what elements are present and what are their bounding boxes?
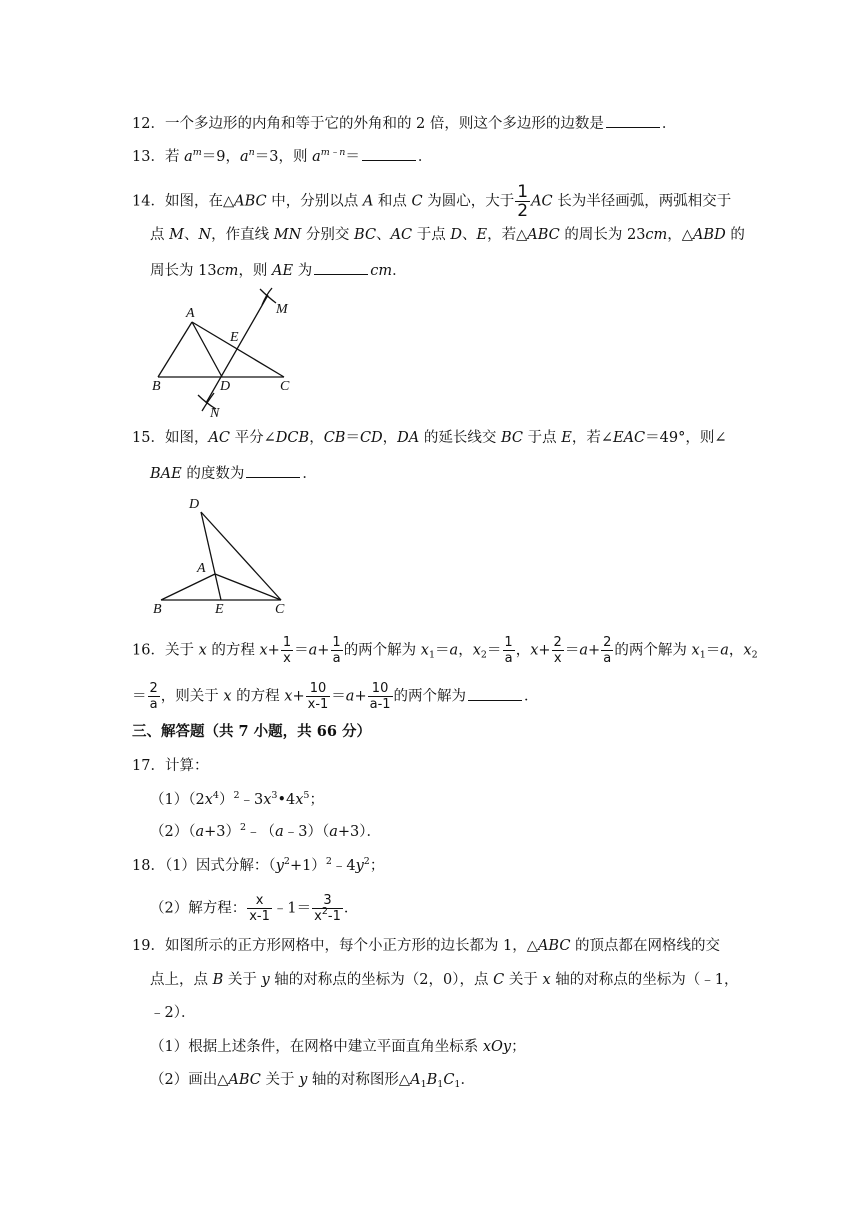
question-number: 16．: [132, 642, 165, 659]
fraction-one-half: $\frac{1}{2}$: [517, 182, 529, 221]
label-b: B: [152, 379, 161, 394]
question-18-part-2: （2）解方程： $\frac{x}{x-1}$ ﹣1＝ $\frac{3}{x^2-1}$ ．: [150, 893, 359, 924]
label-c: C: [275, 602, 285, 617]
segment-ba: [161, 574, 215, 600]
label-n: N: [210, 406, 220, 420]
answer-blank[interactable]: [362, 146, 416, 161]
answer-blank[interactable]: [468, 686, 522, 701]
question-19-line-1: 19．如图所示的正方形网格中，每个小正方形的边长都为 1，△ABC 的顶点都在网格线的交: [132, 938, 721, 954]
question-14-line-1: 14．如图，在△ABC 中，分别以点 A 和点 C 为圆心，大于 $\frac{1}{2}$ AC 长为半径画弧，两弧相交于: [132, 182, 732, 221]
segment-dc: [201, 512, 281, 600]
question-number: 13．: [132, 149, 165, 165]
fraction: $\frac{1}{x}$: [282, 635, 292, 666]
fraction: $\frac{2}{a}$: [603, 635, 612, 666]
question-13: 13．若 $a^m=9$，$a^n=3$，则 $a^{m﹣n}=$ ．: [132, 147, 433, 165]
label-e: E: [230, 330, 239, 345]
fraction: $\frac{2}{a}$: [149, 681, 158, 712]
label-d: D: [189, 497, 200, 512]
fraction: $\frac{3}{x^2-1}$: [314, 893, 341, 924]
label-a: A: [197, 561, 206, 576]
arc-m-1: [260, 289, 276, 303]
question-14-line-2: 点 M、N，作直线 MN 分别交 BC、AC 于点 D、E，若△ABC 的周长为 23cm，△ABD 的: [150, 227, 745, 243]
fraction: $\frac{2}{x}$: [553, 635, 562, 666]
label-e: E: [215, 602, 224, 617]
label-d: D: [220, 379, 231, 394]
question-number: 19．: [132, 938, 165, 954]
question-number: 14．: [132, 193, 165, 210]
question-19-line-2: 点上，点 B 关于 y 轴的对称点的坐标为（2，0），点 C 关于 x 轴的对称点的坐标为（﹣1，: [150, 972, 739, 988]
label-c: C: [280, 379, 290, 394]
answer-blank[interactable]: [606, 113, 660, 128]
segment-ac: [215, 574, 281, 600]
fraction: $\frac{1}{a}$: [504, 635, 513, 666]
question-19-line-3: ﹣2）．: [150, 1005, 196, 1021]
fraction: $\frac{10}{a-1}$: [369, 681, 391, 712]
segment-ab: [158, 322, 192, 377]
question-12: 12．一个多边形的内角和等于它的外角和的 2 倍，则这个多边形的边数是 ．: [132, 113, 676, 134]
segment-de: [201, 512, 221, 600]
question-15-line-1: 15．如图，AC 平分∠DCB，CB＝CD，DA 的延长线交 BC 于点 E，若∠EAC＝49°，则∠: [132, 430, 727, 446]
question-number: 18．: [132, 858, 165, 874]
question-19-part-1: （1）根据上述条件，在网格中建立平面直角坐标系 xOy；: [150, 1039, 526, 1055]
question-17-part-1: $(1)(2x^4)^2﹣3x^3•4x^5$；: [150, 790, 324, 808]
line-mn: [206, 295, 268, 403]
question-17-part-2: $(2)(a+3)^2﹣(a﹣3)(a+3)$．: [150, 822, 381, 840]
label-m: M: [276, 302, 288, 317]
question-number: 15．: [132, 430, 165, 446]
figure-q15: [145, 492, 300, 617]
answer-blank[interactable]: [246, 463, 300, 478]
question-number: 17．: [132, 758, 165, 774]
fraction: $\frac{1}{a}$: [332, 635, 341, 666]
fraction: $\frac{10}{x-1}$: [307, 681, 329, 712]
question-19-part-2: （2）画出△ABC 关于 y 轴的对称图形$\triangle A_1B_1C_1$．: [150, 1072, 475, 1090]
question-16-line-1: 16．关于 x 的方程 x+ $\frac{1}{x}$ ＝a+ $\frac{1}{a}$ 的两个解为 $x_1=a$，$x_2=$ $\frac{1}{a}$ ，x+ $\frac{2}{x}$ ＝a+ $\frac{2}{a}$ 的两个解为 $x_1=a$，$x_2$: [132, 635, 758, 666]
question-18-part-1: 18．（1）因式分解：$(y^2+1)^2﹣4y^2$；: [132, 856, 385, 874]
question-14-line-3: 周长为 13cm，则 AE 为 cm．: [150, 260, 407, 281]
label-b: B: [153, 602, 162, 617]
figure-q14: [140, 285, 310, 420]
answer-blank[interactable]: [314, 260, 368, 275]
question-16-line-2: ＝ $\frac{2}{a}$ ，则关于 x 的方程 x+ $\frac{10}{x-1}$ ＝a+ $\frac{10}{a-1}$ 的两个解为 ．: [132, 681, 539, 712]
question-17-title: 17．计算：: [132, 758, 209, 774]
fraction: $\frac{x}{x-1}$: [249, 893, 270, 924]
label-a: A: [186, 306, 195, 321]
question-15-line-2: BAE 的度数为 ．: [150, 463, 317, 484]
section-title: 三、解答题（共 7 小题，共 66 分）: [132, 723, 371, 740]
question-number: 12．: [132, 116, 165, 132]
